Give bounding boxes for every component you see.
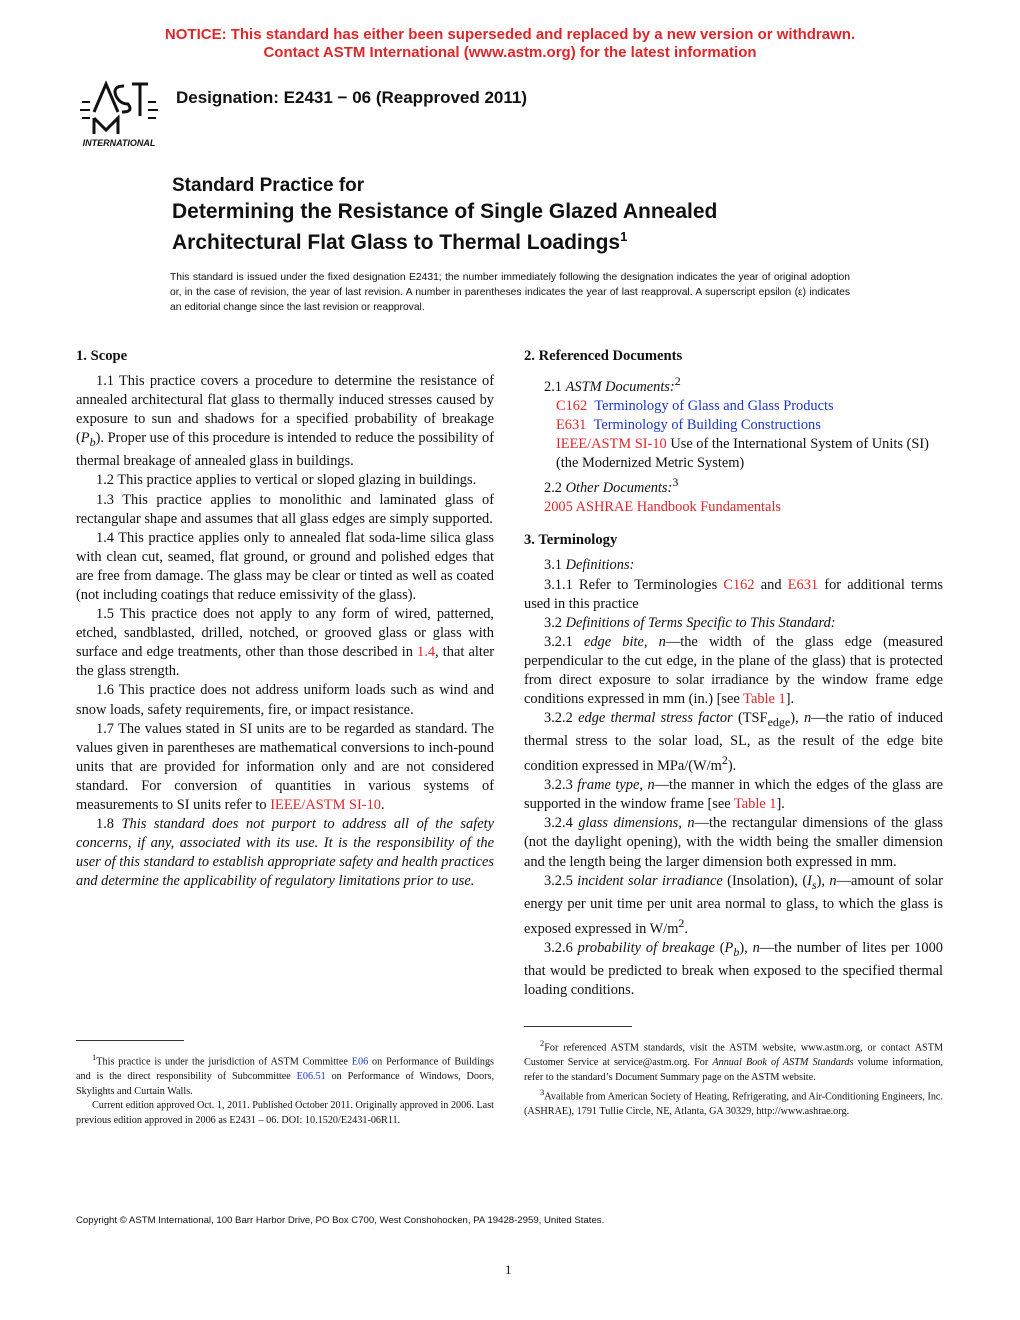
ref-si10[interactable] xyxy=(524,435,943,473)
def-3-end: ]. xyxy=(776,796,785,813)
page-number: 1 xyxy=(505,1262,512,1277)
def-1-text: —the width of the glass edge (measured perpendicular to the cut edge, in the plane of the glass) that is protected from direct exposure to solar irradiance by the window frame edge conditions expressed in mm (in.) [see xyxy=(524,633,943,708)
terminology-heading: 3. Terminology xyxy=(524,532,618,549)
para-1-1-text: 1.1 This practice covers a procedure to determine the resistance of annealed architectural flat glass to thermally induced stresses caused by exposure to sun and shadows for a specified probability of breakage ( xyxy=(76,373,494,447)
def-glass-dimensions xyxy=(524,814,943,871)
def-2-symbol: (TSF xyxy=(732,710,768,727)
def-6-open: ( xyxy=(714,939,725,956)
footnote-2-italic: Annual Book of ASTM Standards xyxy=(712,1056,854,1068)
link-ieee-si10[interactable]: IEEE/ASTM SI-10 xyxy=(270,797,381,814)
footnote-mark-2: 2 xyxy=(674,374,681,389)
def-5-sup: 2 xyxy=(678,915,685,930)
para-3-1-text: Definitions: xyxy=(565,557,635,574)
def-5-insolation: (Insolation), ( xyxy=(722,872,808,889)
para-3-2-text: Definitions of Terms Specific to This Standard: xyxy=(565,614,836,631)
def-6-subscript: b xyxy=(733,944,740,959)
def-probability-breakage xyxy=(524,939,943,1000)
def-5-n: n xyxy=(829,872,837,889)
footnote-rule-right xyxy=(524,1026,632,1027)
def-5-number: 3.2.5 xyxy=(544,872,578,889)
footnote-mark-3: 3 xyxy=(672,475,679,490)
para-1-2: 1.2 This practice applies to vertical or sloped glazing in buildings. xyxy=(96,472,477,489)
para-2-1-text: ASTM Documents: xyxy=(565,378,675,395)
footnote-3-text: Available from American Society of Heating, Refrigerating, and Air-Conditioning Engineers, Inc. (ASHRAE), 1791 Tullie Circle, NE, Atlanta, GA 30329, http://www.ashrae.org. xyxy=(524,1091,943,1118)
def-3-term: frame type, n xyxy=(577,777,655,794)
para-1-1-end: ). Proper use of this procedure is intended to reduce the possibility of thermal breakage of annealed glass in buildings. xyxy=(76,430,494,470)
def-3-text: —the manner in which the edges of the glass are supported in the window frame [see xyxy=(524,777,943,813)
footnote-1-text: This practice is under the jurisdiction of ASTM Committee xyxy=(96,1056,352,1068)
footnote-3-mark: 3 xyxy=(540,1087,545,1098)
para-2-2-text: Other Documents: xyxy=(565,480,673,497)
def-5-symbol: I xyxy=(807,872,812,889)
def-1-term: edge bite, n xyxy=(583,633,666,650)
para-2-1 xyxy=(524,372,943,397)
def-5-close: ), xyxy=(816,872,830,889)
link-c162[interactable]: C162 xyxy=(723,576,755,593)
ref-e631-title[interactable]: Terminology of Building Constructions xyxy=(593,417,821,434)
para-1-6: 1.6 This practice does not address uniform loads such as wind and snow loads, safety requirements, fire, or impact resistance. xyxy=(76,682,494,718)
para-3-2-number: 3.2 xyxy=(544,614,566,631)
notice-line-2: Contact ASTM International (www.astm.org) for the latest information xyxy=(263,44,757,61)
footnote-2-end: volume information, refer to the standard’s Document Summary page on the ASTM website. xyxy=(524,1056,943,1083)
def-2-sup: 2 xyxy=(721,753,728,768)
footnote-1-text-c: on Performance of Windows, Doors, Skylights and Curtain Walls. xyxy=(76,1070,494,1097)
def-2-close: ), xyxy=(790,710,804,727)
para-2-2 xyxy=(524,473,943,498)
footnote-2 xyxy=(524,1036,943,1085)
para-3-2 xyxy=(524,614,943,633)
def-2-subscript: edge xyxy=(767,715,791,730)
def-6-number: 3.2.6 xyxy=(544,939,578,956)
para-2-1-number: 2.1 xyxy=(544,378,566,395)
para-1-4: 1.4 This practice applies only to annealed flat soda-lime silica glass with clean cut, seamed, flat ground, or ground and polished edges that are free from damage. The glass may be clear or tinted as well as coated (not including coatings that reduce emissivity of the glass). xyxy=(76,529,494,603)
footnote-1-mark: 1 xyxy=(92,1052,97,1062)
ref-c162[interactable] xyxy=(524,397,943,416)
para-3-1-1-end: for additional terms used in this practice xyxy=(524,576,944,612)
footnote-3 xyxy=(524,1085,943,1120)
footnotes-right xyxy=(524,1036,943,1120)
left-column xyxy=(76,347,494,892)
para-1-7-end: . xyxy=(380,797,385,814)
para-3-1 xyxy=(524,556,943,575)
para-1-7-text: 1.7 The values stated in SI units are to be regarded as standard. The values given in parentheses are mathematical conversions to inch-pound units that are provided for information only and are not considered standard. For conversion of quantities in various systems of measurements to SI units refer to xyxy=(76,720,494,814)
def-2-text: —the ratio of induced thermal stress to the solar load, SL, as the result of the edge bite condition expressed in MPa/(W/m xyxy=(524,710,943,775)
pb-subscript: b xyxy=(89,435,96,450)
footnote-1 xyxy=(76,1050,494,1099)
title-line-2: Determining the Resistance of Single Glazed Annealed xyxy=(172,200,718,223)
supersede-notice xyxy=(0,26,1020,62)
issuance-note: This standard is issued under the fixed designation E2431; the number immediately following the designation indicates the year of original adoption or, in the case of revision, the year of last revision. A number in parentheses indicates the year of last reapproval. A superscript epsilon (ε) indicates an editorial change since the last revision or reapproval. xyxy=(170,272,850,313)
para-1-8-number: 1.8 xyxy=(96,816,122,833)
ref-c162-code[interactable]: C162 xyxy=(556,397,588,414)
right-column xyxy=(524,347,943,1000)
title-prefix: Standard Practice for xyxy=(172,175,365,196)
def-1-number: 3.2.1 xyxy=(544,633,584,650)
para-1-7 xyxy=(76,720,494,815)
pb-symbol: P xyxy=(80,430,90,447)
ref-e631[interactable] xyxy=(524,416,943,435)
referenced-heading: 2. Referenced Documents xyxy=(524,348,683,364)
def-5-end: . xyxy=(684,920,689,937)
def-solar-irradiance xyxy=(524,872,943,939)
ref-e631-code[interactable]: E631 xyxy=(556,417,587,434)
para-2-2-number: 2.2 xyxy=(544,480,566,497)
def-edge-bite xyxy=(524,633,943,709)
ref-ashrae[interactable] xyxy=(524,498,943,517)
footnote-1-text-b: on Performance of Buildings and is the direct responsibility of Subcommittee xyxy=(76,1056,495,1082)
title-line-3 xyxy=(172,224,932,255)
def-edge-thermal-stress xyxy=(524,709,943,776)
def-5-subscript: s xyxy=(811,877,817,892)
def-frame-type xyxy=(524,776,943,814)
link-e06[interactable]: E06 xyxy=(351,1056,369,1068)
def-6-term: probability of breakage xyxy=(577,939,715,956)
def-2-number: 3.2.2 xyxy=(544,710,579,727)
link-section-1-4[interactable]: 1.4 xyxy=(417,644,436,661)
def-5-text: —amount of solar energy per unit time per unit area normal to glass, to which the glass is exposed expressed in W/m xyxy=(524,872,943,937)
para-3-1-1-and: and xyxy=(754,576,788,593)
scope-heading: 1. Scope xyxy=(76,348,128,364)
copyright-line: Copyright © ASTM International, 100 Barr Harbor Drive, PO Box C700, West Conshohocken, PA 19428-2959, United States. xyxy=(76,1215,605,1226)
para-1-5-text: 1.5 This practice does not apply to any form of wired, patterned, etched, sandblasted, drilled, notched, or grooved glass or glass with surface and edge treatments, other than those described in xyxy=(76,606,494,661)
def-2-n: n xyxy=(803,710,812,727)
para-1-8 xyxy=(76,815,494,891)
ref-ashrae-title[interactable]: 2005 ASHRAE Handbook Fundamentals xyxy=(544,499,782,516)
document-title xyxy=(172,199,932,255)
def-4-text: —the rectangular dimensions of the glass (not the daylight opening), with the width being the smaller dimension and the length being the larger dimension both expressed in mm. xyxy=(524,815,943,870)
footnote-rule-left xyxy=(76,1040,184,1041)
para-3-1-1-text: 3.1.1 Refer to Terminologies xyxy=(544,576,724,593)
def-6-symbol: P xyxy=(724,939,734,956)
logo-wordmark: INTERNATIONAL xyxy=(82,138,156,148)
para-1-3: 1.3 This practice applies to monolithic and laminated glass of rectangular shape and assumes that all glass edges are simply supported. xyxy=(76,491,494,527)
ref-si10-title: Use of the International System of Units (SI) (the Modernized Metric System) xyxy=(556,436,929,472)
def-2-end: ). xyxy=(727,758,737,775)
link-e06-51[interactable]: E06.51 xyxy=(296,1070,326,1082)
def-4-term: glass dimensions, n xyxy=(578,815,695,832)
def-6-close: ), xyxy=(739,939,753,956)
para-1-5-end: , that alter the glass strength. xyxy=(76,644,495,680)
astm-logo xyxy=(76,72,162,150)
para-1-1 xyxy=(76,372,494,471)
link-table-1[interactable]: Table 1 xyxy=(743,691,786,708)
def-6-text: —the number of lites per 1000 that would be predicted to break when exposed to the specified thermal loading conditions. xyxy=(524,939,943,998)
def-4-number: 3.2.4 xyxy=(544,815,579,832)
para-1-8-text: This standard does not purport to address all of the safety concerns, if any, associated with its use. It is the responsibility of the user of this standard to establish appropriate safety and health practices and determine the applicability of regulatory limitations prior to use. xyxy=(76,816,494,890)
footnote-1-edition: Current edition approved Oct. 1, 2011. Published October 2011. Originally approved in 2006. Last previous edition approved in 2006 as E2431 – 06. DOI: 10.1520/E2431-06R11. xyxy=(76,1100,494,1126)
link-table-1-b[interactable]: Table 1 xyxy=(733,796,777,813)
ref-c162-title[interactable]: Terminology of Glass and Glass Products xyxy=(594,397,834,414)
title-footnote-mark: 1 xyxy=(620,229,628,244)
ref-si10-code[interactable]: IEEE/ASTM SI-10 xyxy=(556,436,667,453)
para-1-5 xyxy=(76,605,494,681)
designation: Designation: E2431 − 06 (Reapproved 2011) xyxy=(176,88,528,107)
footnote-2-mark: 2 xyxy=(540,1038,545,1048)
footnote-2-text: For referenced ASTM standards, visit the ASTM website, www.astm.org, or contact ASTM Customer Service at service@astm.org. For xyxy=(524,1042,943,1068)
def-3-number: 3.2.3 xyxy=(544,777,578,794)
para-3-1-1 xyxy=(524,576,943,614)
def-2-term: edge thermal stress factor xyxy=(578,710,733,727)
notice-line-1: NOTICE: This standard has either been superseded and replaced by a new version or withdrawn. xyxy=(164,26,856,43)
footnotes-left xyxy=(76,1050,494,1128)
def-1-end: ]. xyxy=(785,691,795,708)
def-6-n: n xyxy=(752,939,760,956)
title-line-3-text: Architectural Flat Glass to Thermal Loadings xyxy=(172,231,621,254)
def-5-term: incident solar irradiance xyxy=(577,872,723,889)
link-e631[interactable]: E631 xyxy=(787,576,819,593)
para-3-1-number: 3.1 xyxy=(544,557,566,574)
